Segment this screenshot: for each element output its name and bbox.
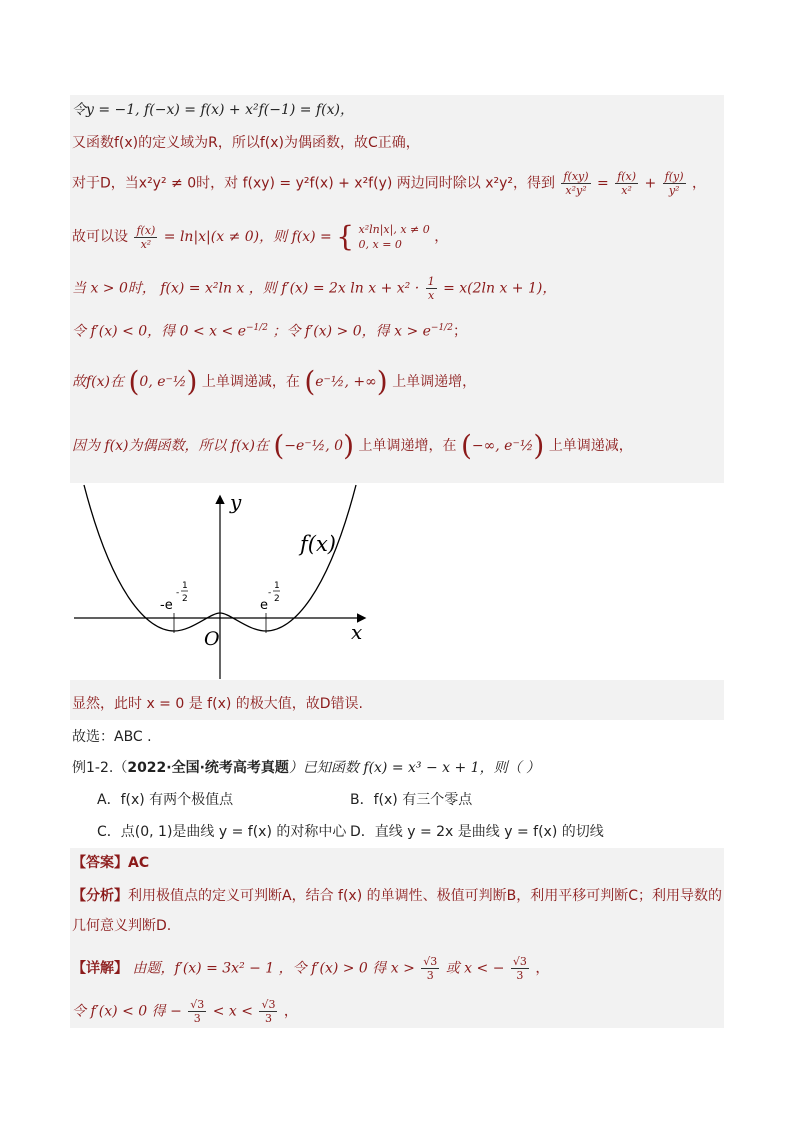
solution-line-9: 显然，此时 x = 0 是 f(x) 的极大值，故D错误. (72, 696, 363, 712)
function-graph (72, 483, 375, 680)
fraction: $\frac{1}{x}$ (427, 275, 435, 302)
pos-tick-label: e (260, 598, 268, 613)
solution-line-8: 因为 f(x)为偶函数，所以 f(x)在 (−e⁻½, 0) 上单调递增，在 (−∞, e⁻½) 上单调递减， (72, 429, 633, 462)
origin-label: O (204, 628, 220, 650)
neg-tick-exp-den: 2 (182, 594, 188, 604)
analysis-line-2: 几何意义判断D. (72, 918, 172, 934)
solution-line-6: 令 f′(x) < 0，得 $0 < x < e^{-1/2}$ ；令 f′(x) > 0，得 $x > e^{-1/2}$； (72, 323, 467, 340)
pos-tick-exp-den: 2 (274, 594, 280, 604)
question-stem: 例1-2.（2022·全国·统考高考真题）已知函数 f(x) = x³ − x + 1，则（ ） (72, 760, 541, 776)
option-b: B．f(x) 有三个零点 (350, 792, 473, 808)
option-a: A．f(x) 有两个极值点 (97, 792, 234, 808)
solution-line-2: 又函数f(x)的定义域为R，所以f(x)为偶函数，故C正确， (72, 135, 420, 151)
option-d: D．直线 y = 2x 是曲线 y = f(x) 的切线 (350, 824, 604, 840)
solution-line-7: 故f(x)在 (0, e⁻½) 上单调递减，在 (e⁻½, +∞) 上单调递增， (72, 365, 477, 398)
x-axis-label: x (351, 620, 363, 644)
y-axis-label: y (230, 490, 242, 514)
graph-svg (72, 483, 375, 680)
fx-label: f(x) (300, 532, 337, 556)
solution-line-10: 故选：ABC . (72, 729, 152, 745)
neg-tick-exp-num: 1 (182, 581, 188, 591)
fraction: $\frac{√3}{3}$ (261, 998, 276, 1025)
neg-tick-label: -e (160, 598, 173, 613)
solution-line-5: 当 x > 0时， f(x) = x²ln x ，则 f′(x) = 2x ln x + x² · $\frac{1}{x}$ = x(2ln x + 1)， (72, 275, 557, 302)
fraction: $\frac{f(y)}{\text{y²}}$ (664, 170, 684, 197)
fraction: $\frac{f(x)}{\text{x²}}$ (136, 223, 156, 251)
solution-line-1: 令y = −1, f(−x) = f(x) + x²f(−1) = f(x)， (72, 102, 354, 118)
option-c: C．点(0, 1)是曲线 y = f(x) 的对称中心 (97, 824, 347, 840)
pos-tick-exp-num: 1 (274, 581, 280, 591)
fraction: $\frac{√3}{3}$ (190, 998, 205, 1025)
answer-line: 【答案】AC (72, 855, 150, 871)
fraction: $\frac{√3}{3}$ (423, 955, 438, 982)
pos-tick-exp-sign: - (268, 588, 272, 598)
fraction: $\frac{f(x)}{\text{x²}}$ (617, 170, 637, 197)
detail-line-1: 【详解】 由题，f′(x) = 3x² − 1 ，令 f′(x) > 0 得 x > $\frac{√3}{3}$ 或 x < − $\frac{√3}{3}$ ， (72, 955, 550, 982)
neg-tick-exp-sign: - (176, 588, 180, 598)
fraction: $\frac{f(xy)}{\text{x²y²}}$ (563, 170, 589, 197)
analysis-line-1: 【分析】利用极值点的定义可判断A，结合 f(x) 的单调性、极值可判断B，利用平移可判断C；利用导数的 (72, 888, 722, 904)
solution-line-3: 对于D，当x²y² ≠ 0时，对 f(xy) = y²f(x) + x²f(y) 两边同时除以 x²y²，得到 $\frac{f(xy)}{\text{x²y²}}$ = $\frac{f(x)}{\text{x²}}$ + $\frac{f(y)}{\text{y²}}$ ， (72, 170, 707, 197)
detail-line-2: 令 f′(x) < 0 得 − $\frac{√3}{3}$ < x < $\frac{√3}{3}$ ， (72, 998, 298, 1025)
solution-line-4: 故可以设 $\frac{f(x)}{\text{x²}}$ = ln|x|(x ≠ 0)，则 f(x) = { x²ln|x|, x ≠ 0 0, x = 0 ， (72, 220, 449, 253)
fraction: $\frac{√3}{3}$ (512, 955, 527, 982)
